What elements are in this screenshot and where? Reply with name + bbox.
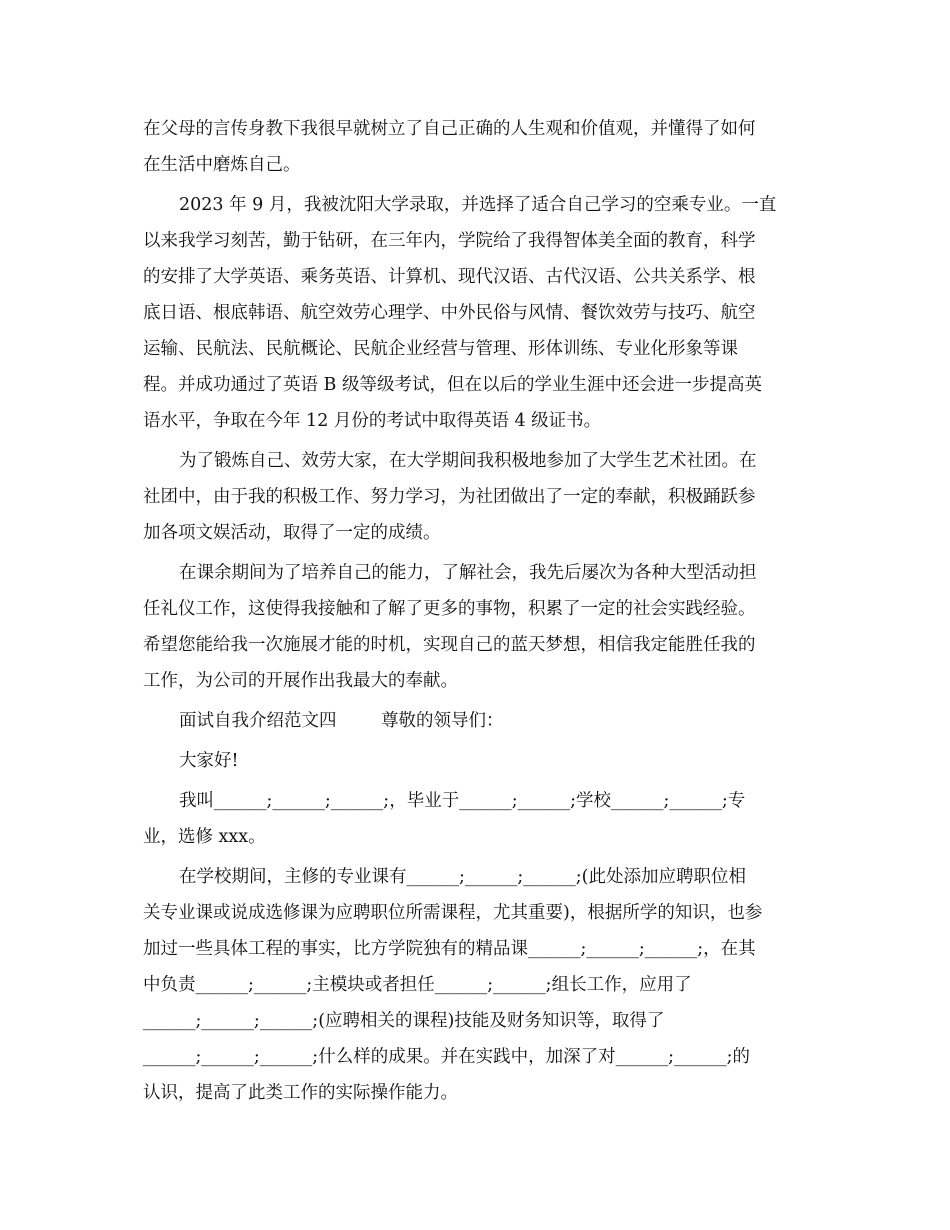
text-line: 为了锻炼自己、效劳大家，在大学期间我积极地参加了大学生艺术社团。在 <box>179 451 757 471</box>
text-line: 业，选修 xxx。 <box>143 827 266 847</box>
text-line: 社团中，由于我的积极工作、努力学习，为社团做出了一定的奉献，积极踊跃参 <box>143 487 756 507</box>
text-line: 语水平，争取在今年 12 月份的考试中取得英语 4 级证书。 <box>143 411 602 431</box>
text-line: 底日语、根底韩语、航空效劳心理学、中外民俗与风情、餐饮效劳与技巧、航空 <box>143 303 756 323</box>
text-line: 我叫______;______;______;，毕业于______;______;学校______;______;专 <box>179 791 746 811</box>
text-line: ______;______;______;什么样的成果。并在实践中，加深了对______;______;的 <box>143 1047 750 1067</box>
text-line: 加各项文娱活动，取得了一定的成绩。 <box>143 523 441 543</box>
text-line: ______;______;______;(应聘相关的课程)技能及财务知识等，取得了 <box>143 1011 665 1031</box>
text-line: 在学校期间，主修的专业课有______;______;______;(此处添加应聘职位相 <box>179 867 747 887</box>
text-line: 面试自我介绍范文四 尊敬的领导们： <box>179 711 504 731</box>
text-line: 在父母的言传身教下我很早就树立了自己正确的人生观和价值观，并懂得了如何 <box>143 119 756 139</box>
text-line: 程。并成功通过了英语 B 级等级考试，但在以后的学业生涯中还会进一步提高英 <box>143 375 762 395</box>
text-line: 关专业课或说成选修课为应聘职位所需课程，尤其重要)，根据所学的知识，也参 <box>143 903 763 923</box>
text-line: 工作，为公司的开展作出我最大的奉献。 <box>143 671 458 691</box>
text-line: 在课余期间为了培养自己的能力，了解社会，我先后屡次为各种大型活动担 <box>179 563 757 583</box>
text-line: 以来我学习刻苦，勤于钻研，在三年内，学院给了我得智体美全面的教育，科学 <box>143 231 756 251</box>
text-line: 加过一些具体工程的事实，比方学院独有的精品课______;______;______;，在其 <box>143 939 756 959</box>
text-line: 任礼仪工作，这使得我接触和了解了更多的事物，积累了一定的社会实践经验。 <box>143 599 756 619</box>
text-line: 中负责______;______;主模块或者担任______;______;组长工作，应用了 <box>143 975 692 995</box>
text-line: 在生活中磨炼自己。 <box>143 155 301 175</box>
text-line: 认识，提高了此类工作的实际操作能力。 <box>143 1083 458 1103</box>
text-line: 大家好! <box>179 751 239 771</box>
text-line: 的安排了大学英语、乘务英语、计算机、现代汉语、古代汉语、公共关系学、根 <box>143 267 756 287</box>
text-line: 希望您能给我一次施展才能的时机，实现自己的蓝天梦想，相信我定能胜任我的 <box>143 635 756 655</box>
text-line: 运输、民航法、民航概论、民航企业经营与管理、形体训练、专业化形象等课 <box>143 339 738 359</box>
text-line: 2023 年 9 月，我被沈阳大学录取，并选择了适合自己学习的空乘专业。一直 <box>179 195 777 215</box>
